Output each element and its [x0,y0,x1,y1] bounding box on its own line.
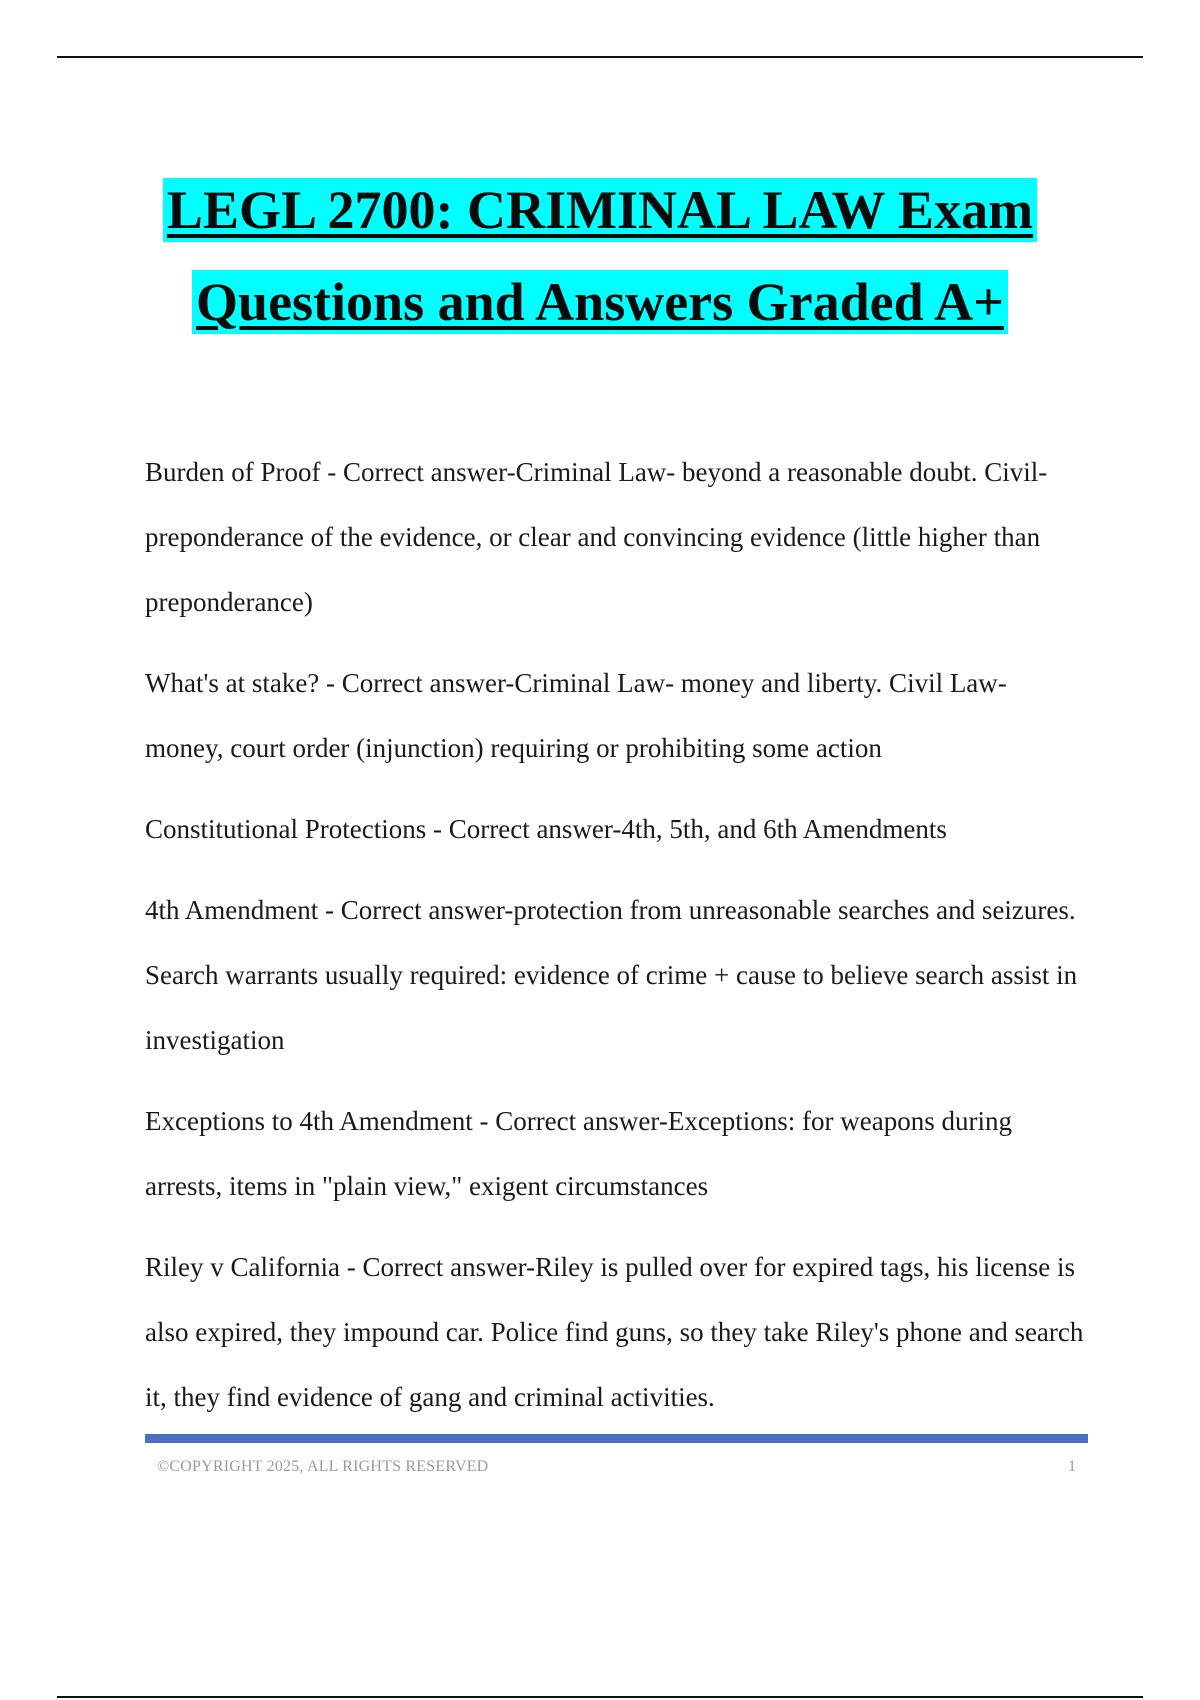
footer-bar [145,1434,1088,1443]
footer-copyright: ©COPYRIGHT 2025, ALL RIGHTS RESERVED [157,1458,489,1475]
bottom-rule [57,1696,1143,1698]
qa-entry-burden-of-proof: Burden of Proof - Correct answer-Criminal Law- beyond a reasonable doubt. Civil- preponderance of the evidence, or clear and convincing evidence (little higher than preponderance) [145,457,1048,617]
qa-list [145,440,1090,1446]
document-title [0,178,1200,334]
qa-entry-whats-at-stake: What's at stake? - Correct answer-Criminal Law- money and liberty. Civil Law- money, court order (injunction) requiring or prohibiting some action [145,668,1007,763]
qa-entry-constitutional-protections: Constitutional Protections - Correct answer-4th, 5th, and 6th Amendments [145,814,947,844]
top-rule [57,56,1143,58]
qa-entry-exceptions-4th-amendment: Exceptions to 4th Amendment - Correct answer-Exceptions: for weapons during arrests, items in "plain view," exigent circumstances [145,1106,1012,1201]
page-number: 1 [1068,1458,1076,1475]
title-line-2: Questions and Answers Graded A+ [192,270,1008,334]
title-line-1: LEGL 2700: CRIMINAL LAW Exam [163,178,1037,242]
qa-entry-riley-v-california: Riley v California - Correct answer-Riley is pulled over for expired tags, his license is also expired, they impound car. Police find guns, so they take Riley's phone and search it, they find evidence of gang and criminal activities. [145,1252,1084,1412]
qa-entry-4th-amendment: 4th Amendment - Correct answer-protection from unreasonable searches and seizures. Search warrants usually required: evidence of crime + cause to believe search assist in investigation [145,895,1078,1055]
